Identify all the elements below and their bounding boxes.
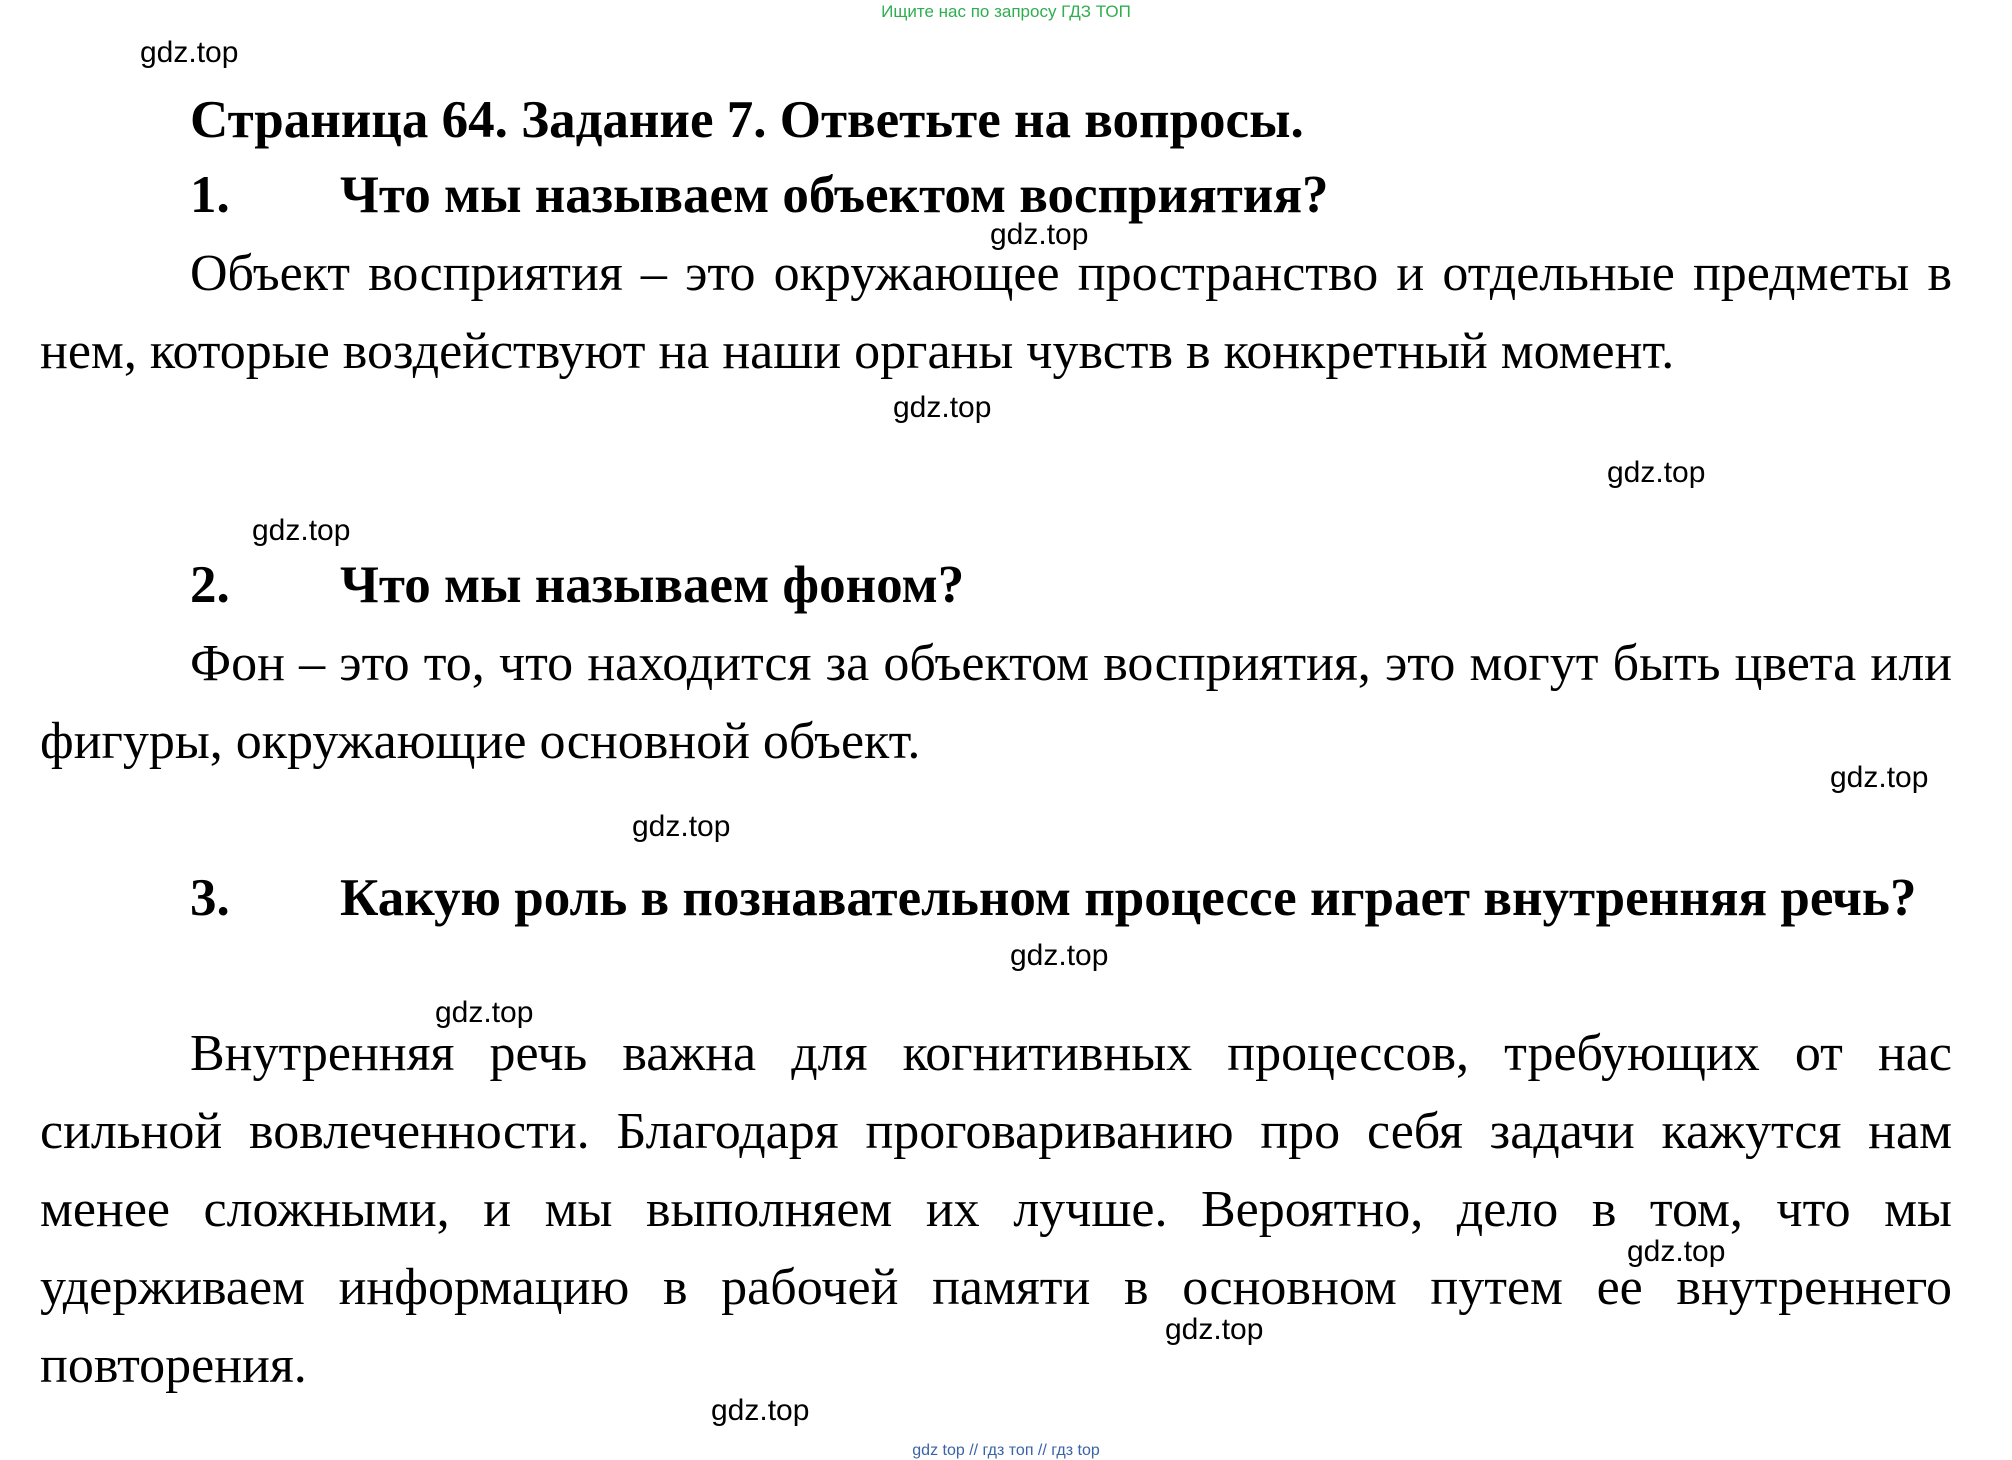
question-2-number: 2.	[190, 556, 230, 614]
watermark: gdz.top	[711, 1394, 810, 1427]
question-2	[190, 555, 964, 615]
watermark: gdz.top	[1010, 939, 1109, 972]
watermark: gdz.top	[140, 36, 239, 69]
question-1-number: 1.	[190, 166, 230, 224]
watermark: gdz.top	[435, 996, 534, 1029]
watermark: gdz.top	[990, 218, 1089, 251]
top-banner-link[interactable]: Ищите нас по запросу ГДЗ ТОП	[881, 2, 1131, 21]
question-3	[40, 860, 1952, 936]
watermark: gdz.top	[1627, 1235, 1726, 1268]
watermark: gdz.top	[632, 810, 731, 843]
question-1	[190, 165, 1329, 225]
answer-2: Фон – это то, что находится за объектом восприятия, это могут быть цвета или фигуры, окружающие основной объект.	[40, 635, 1952, 770]
question-1-text: Что мы называем объектом восприятия?	[340, 166, 1329, 224]
watermark: gdz.top	[893, 391, 992, 424]
question-2-text: Что мы называем фоном?	[340, 556, 965, 614]
watermark: gdz.top	[1165, 1313, 1264, 1346]
footer-links[interactable]: gdz top // гдз топ // гдз top	[912, 1442, 1100, 1459]
page-title: Страница 64. Задание 7. Ответьте на вопросы.	[190, 91, 1304, 149]
watermark: gdz.top	[1607, 456, 1706, 489]
question-3-number: 3.	[190, 869, 230, 927]
answer-3: Внутренняя речь важна для когнитивных процессов, требующих от нас сильной вовлеченности. Благодаря проговариванию про себя задачи кажутся нам менее сложными, и мы выполняем их лучше. Вероятно, дело в том, что мы удерживаем информацию в рабочей памяти в основном путем ее внутреннего повторения.	[40, 1025, 1952, 1394]
answer-1: Объект восприятия – это окружающее пространство и отдельные предметы в нем, которые воздействуют на наши органы чувств в конкретный момент.	[40, 245, 1952, 380]
watermark: gdz.top	[1830, 761, 1929, 794]
question-3-text: Какую роль в познавательном процессе играет внутренняя речь?	[340, 869, 1917, 927]
watermark: gdz.top	[252, 514, 351, 547]
